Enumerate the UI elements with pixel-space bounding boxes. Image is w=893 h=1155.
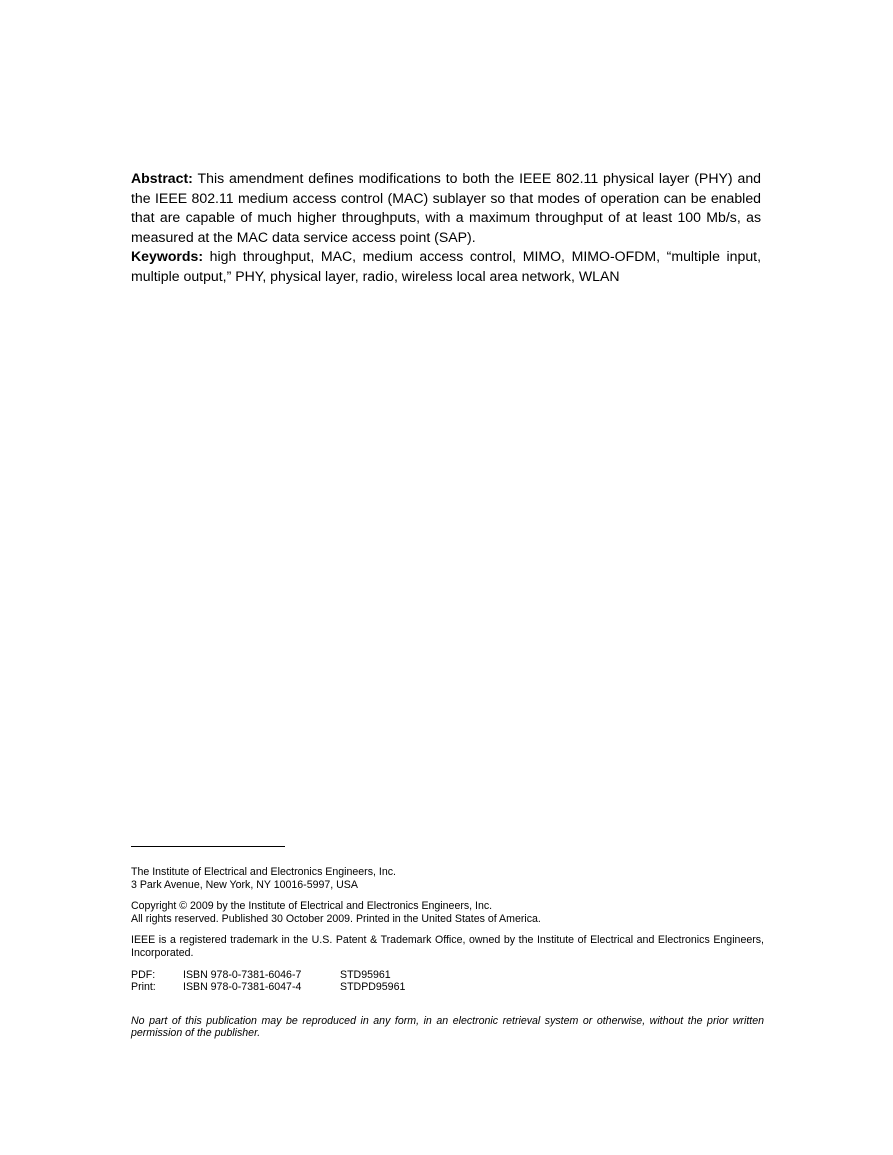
isbn-number: ISBN 978-0-7381-6046-7 (183, 968, 302, 981)
isbn-format-label: Print: (131, 981, 156, 994)
isbn-table (131, 969, 405, 994)
abstract-text: This amendment defines modifications to both the IEEE 802.11 physical layer (PHY) and the IEEE 802.11 medium access control (MAC) sublayer so that modes of operation can be enabled that are capable of much higher throughputs, with a maximum throughput of at least 100 Mb/s, as measured at the MAC data service access point (SAP). (131, 170, 761, 245)
publisher-name: The Institute of Electrical and Electronics Engineers, Inc. (131, 866, 396, 878)
keywords-paragraph (131, 247, 761, 286)
publisher-info (131, 866, 764, 891)
isbn-row-print (131, 981, 405, 994)
isbn-number: ISBN 978-0-7381-6047-4 (183, 981, 302, 994)
trademark-statement: IEEE is a registered trademark in the U.S. Patent & Trademark Office, owned by the Institute of Electrical and Electronics Engineers, Incorporated. (131, 934, 764, 959)
stock-code: STD95961 (340, 968, 391, 981)
stock-code: STDPD95961 (340, 981, 406, 994)
publication-footer (131, 866, 764, 1040)
isbn-format-label: PDF: (131, 968, 156, 981)
footnote-divider (131, 846, 285, 847)
copyright-line: Copyright © 2009 by the Institute of Electrical and Electronics Engineers, Inc. (131, 900, 493, 913)
abstract-section (131, 169, 761, 287)
abstract-paragraph (131, 169, 761, 247)
rights-line: All rights reserved. Published 30 October 2009. Printed in the United States of America. (131, 912, 541, 925)
copyright-info (131, 900, 764, 925)
publisher-address: 3 Park Avenue, New York, NY 10016-5997, USA (131, 878, 358, 891)
isbn-row-pdf (131, 969, 405, 982)
trademark-info (131, 934, 764, 959)
abstract-label: Abstract: (131, 170, 193, 186)
reproduction-notice: No part of this publication may be reproduced in any form, in an electronic retrieval system or otherwise, without the prior written permission of the publisher. (131, 1014, 764, 1040)
keywords-label: Keywords: (131, 248, 204, 265)
keywords-text: high throughput, MAC, medium access control, MIMO, MIMO-OFDM, “multiple input, multiple output,” PHY, physical layer, radio, wireless local area network, WLAN (131, 248, 761, 284)
